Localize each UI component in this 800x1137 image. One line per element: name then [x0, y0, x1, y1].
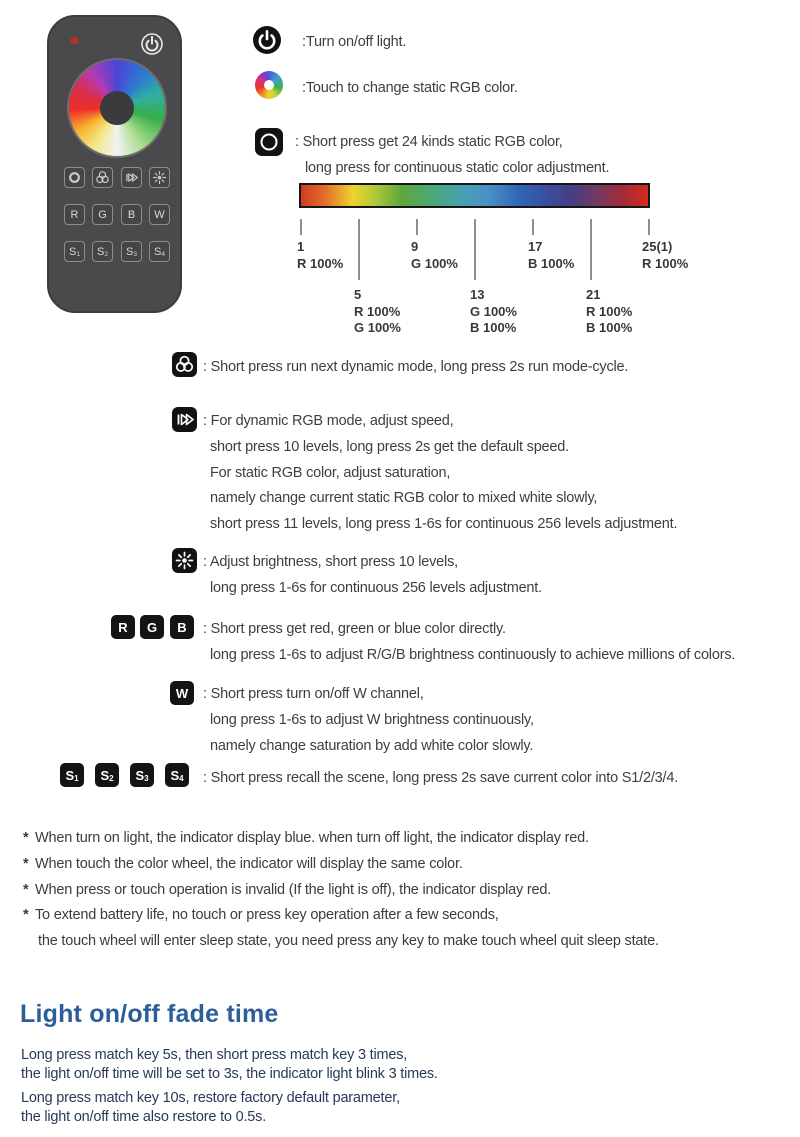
s1-key-icon: S 1 [60, 763, 84, 787]
remote-g-label: G [98, 208, 107, 221]
brightness-icon [150, 168, 169, 187]
remote-color-wheel [69, 60, 165, 156]
b-label: B [177, 619, 187, 635]
mode-icon [93, 168, 112, 187]
brightness-description: : Adjust brightness, short press 10 levels, long press 1-6s for continuous 256 levels adjustment. [203, 554, 542, 596]
footnote-2: * When touch the color wheel, the indicator will display the same color. [23, 856, 463, 872]
scale-tick-21 [590, 219, 592, 280]
power-key-icon [253, 26, 281, 54]
fade-paragraph-2: Long press match key 10s, restore factory default parameter, the light on/off time also restore to 0.5s. [21, 1090, 400, 1125]
b-key-icon [170, 615, 194, 639]
remote-s1-button: S 1 [64, 241, 85, 262]
color-wheel-key-icon [255, 71, 283, 99]
scale-tick-5 [358, 219, 360, 280]
color-cycle-icon [65, 168, 84, 187]
footnote-4: * To extend battery life, no touch or press key operation after a few seconds, [23, 907, 499, 923]
scale-tick-1 [300, 219, 302, 235]
scene-description: : Short press recall the scene, long press 2s save current color into S1/2/3/4. [203, 770, 679, 786]
scale-label-25: 25(1) R 100% [642, 239, 689, 271]
r-key-icon [111, 615, 135, 639]
scale-label-13: 13 G 100% B 100% [470, 287, 517, 335]
static-line-2: long press for continuous static color adjustment. [305, 159, 610, 176]
remote-s3-button: S 3 [121, 241, 142, 262]
remote-s4-button: S 4 [149, 241, 170, 262]
fade-section-title: Light on/off fade time [20, 1000, 279, 1028]
remote-brightness-button [149, 167, 170, 188]
power-icon [253, 26, 281, 54]
circle-icon [255, 128, 283, 156]
r-label: R [118, 619, 128, 635]
scale-label-9: 9 G 100% [411, 239, 458, 271]
footnote-1: * When turn on light, the indicator display blue. when turn off light, the indicator display red. [23, 830, 589, 846]
remote-speed-button [121, 167, 142, 188]
remote-b-label: B [127, 208, 136, 221]
scale-label-1: 1 R 100% [297, 239, 344, 271]
w-label: W [175, 685, 189, 701]
scale-label-21: 21 R 100% B 100% [586, 287, 633, 335]
mode-key-icon [172, 352, 197, 377]
color-wheel-icon-center [264, 80, 274, 90]
fade-paragraph-1: Long press match key 5s, then short press match key 3 times, the light on/off time will be set to 3s, the indicator light blink 3 times. [21, 1047, 438, 1082]
g-key-icon [140, 615, 164, 639]
mode-description: : Short press run next dynamic mode, long press 2s run mode-cycle. [203, 359, 629, 375]
remote-w-label: W [154, 208, 165, 221]
remote-w-button [149, 204, 170, 225]
remote-g-button [92, 204, 113, 225]
s3-key-icon: S 3 [130, 763, 154, 787]
scale-tick-25 [648, 219, 650, 235]
scale-label-17: 17 B 100% [528, 239, 575, 271]
remote-illustration [47, 15, 182, 313]
remote-mode-button [92, 167, 113, 188]
brightness-key-icon [172, 548, 197, 573]
rgb-description: : Short press get red, green or blue color directly. long press 1-6s to adjust R/G/B brightness continuously to achieve millions of colors. [203, 621, 736, 663]
s2-key-icon: S 2 [95, 763, 119, 787]
s4-key-icon: S 4 [165, 763, 189, 787]
scale-tick-13 [474, 219, 476, 280]
scale-tick-17 [532, 219, 534, 235]
static-color-description [295, 130, 609, 182]
color-wheel-center [100, 91, 134, 125]
w-key-icon [170, 681, 194, 705]
speed-description: : For dynamic RGB mode, adjust speed, short press 10 levels, long press 2s get the default speed. For static RGB color, adjust saturation, namely change current static RGB color to mixed white slowly, short press 11 levels, long press 1-6s for continuous 256 levels adjustment. [203, 413, 678, 533]
remote-color-cycle-button [64, 167, 85, 188]
wheel-description: :Touch to change static RGB color. [302, 80, 518, 96]
footnote-3: * When press or touch operation is invalid (If the light is off), the indicator display red. [23, 882, 552, 898]
speed-icon [172, 407, 197, 432]
speed-icon [122, 168, 141, 187]
power-icon [141, 33, 163, 55]
static-line-1: : Short press get 24 kinds static RGB color, [295, 134, 563, 150]
remote-b-button [121, 204, 142, 225]
indicator-led [70, 37, 79, 44]
remote-power-button [141, 33, 163, 55]
remote-r-label: R [70, 208, 79, 221]
static-color-key-icon [255, 128, 283, 156]
g-label: G [146, 619, 158, 635]
w-description: : Short press turn on/off W channel, long press 1-6s to adjust W brightness continuously, namely change saturation by add white color slowly. [203, 686, 534, 754]
footnote-4-continued: the touch wheel will enter sleep state, you need press any key to make touch wheel quit sleep state. [38, 933, 659, 949]
brightness-icon [172, 548, 197, 573]
power-description: :Turn on/off light. [302, 34, 407, 50]
mode-icon [172, 352, 197, 377]
scale-tick-9 [416, 219, 418, 235]
speed-key-icon [172, 407, 197, 432]
scale-label-5: 5 R 100% G 100% [354, 287, 401, 335]
remote-s2-button: S 2 [92, 241, 113, 262]
remote-r-button [64, 204, 85, 225]
color-gradient-bar [299, 183, 650, 208]
